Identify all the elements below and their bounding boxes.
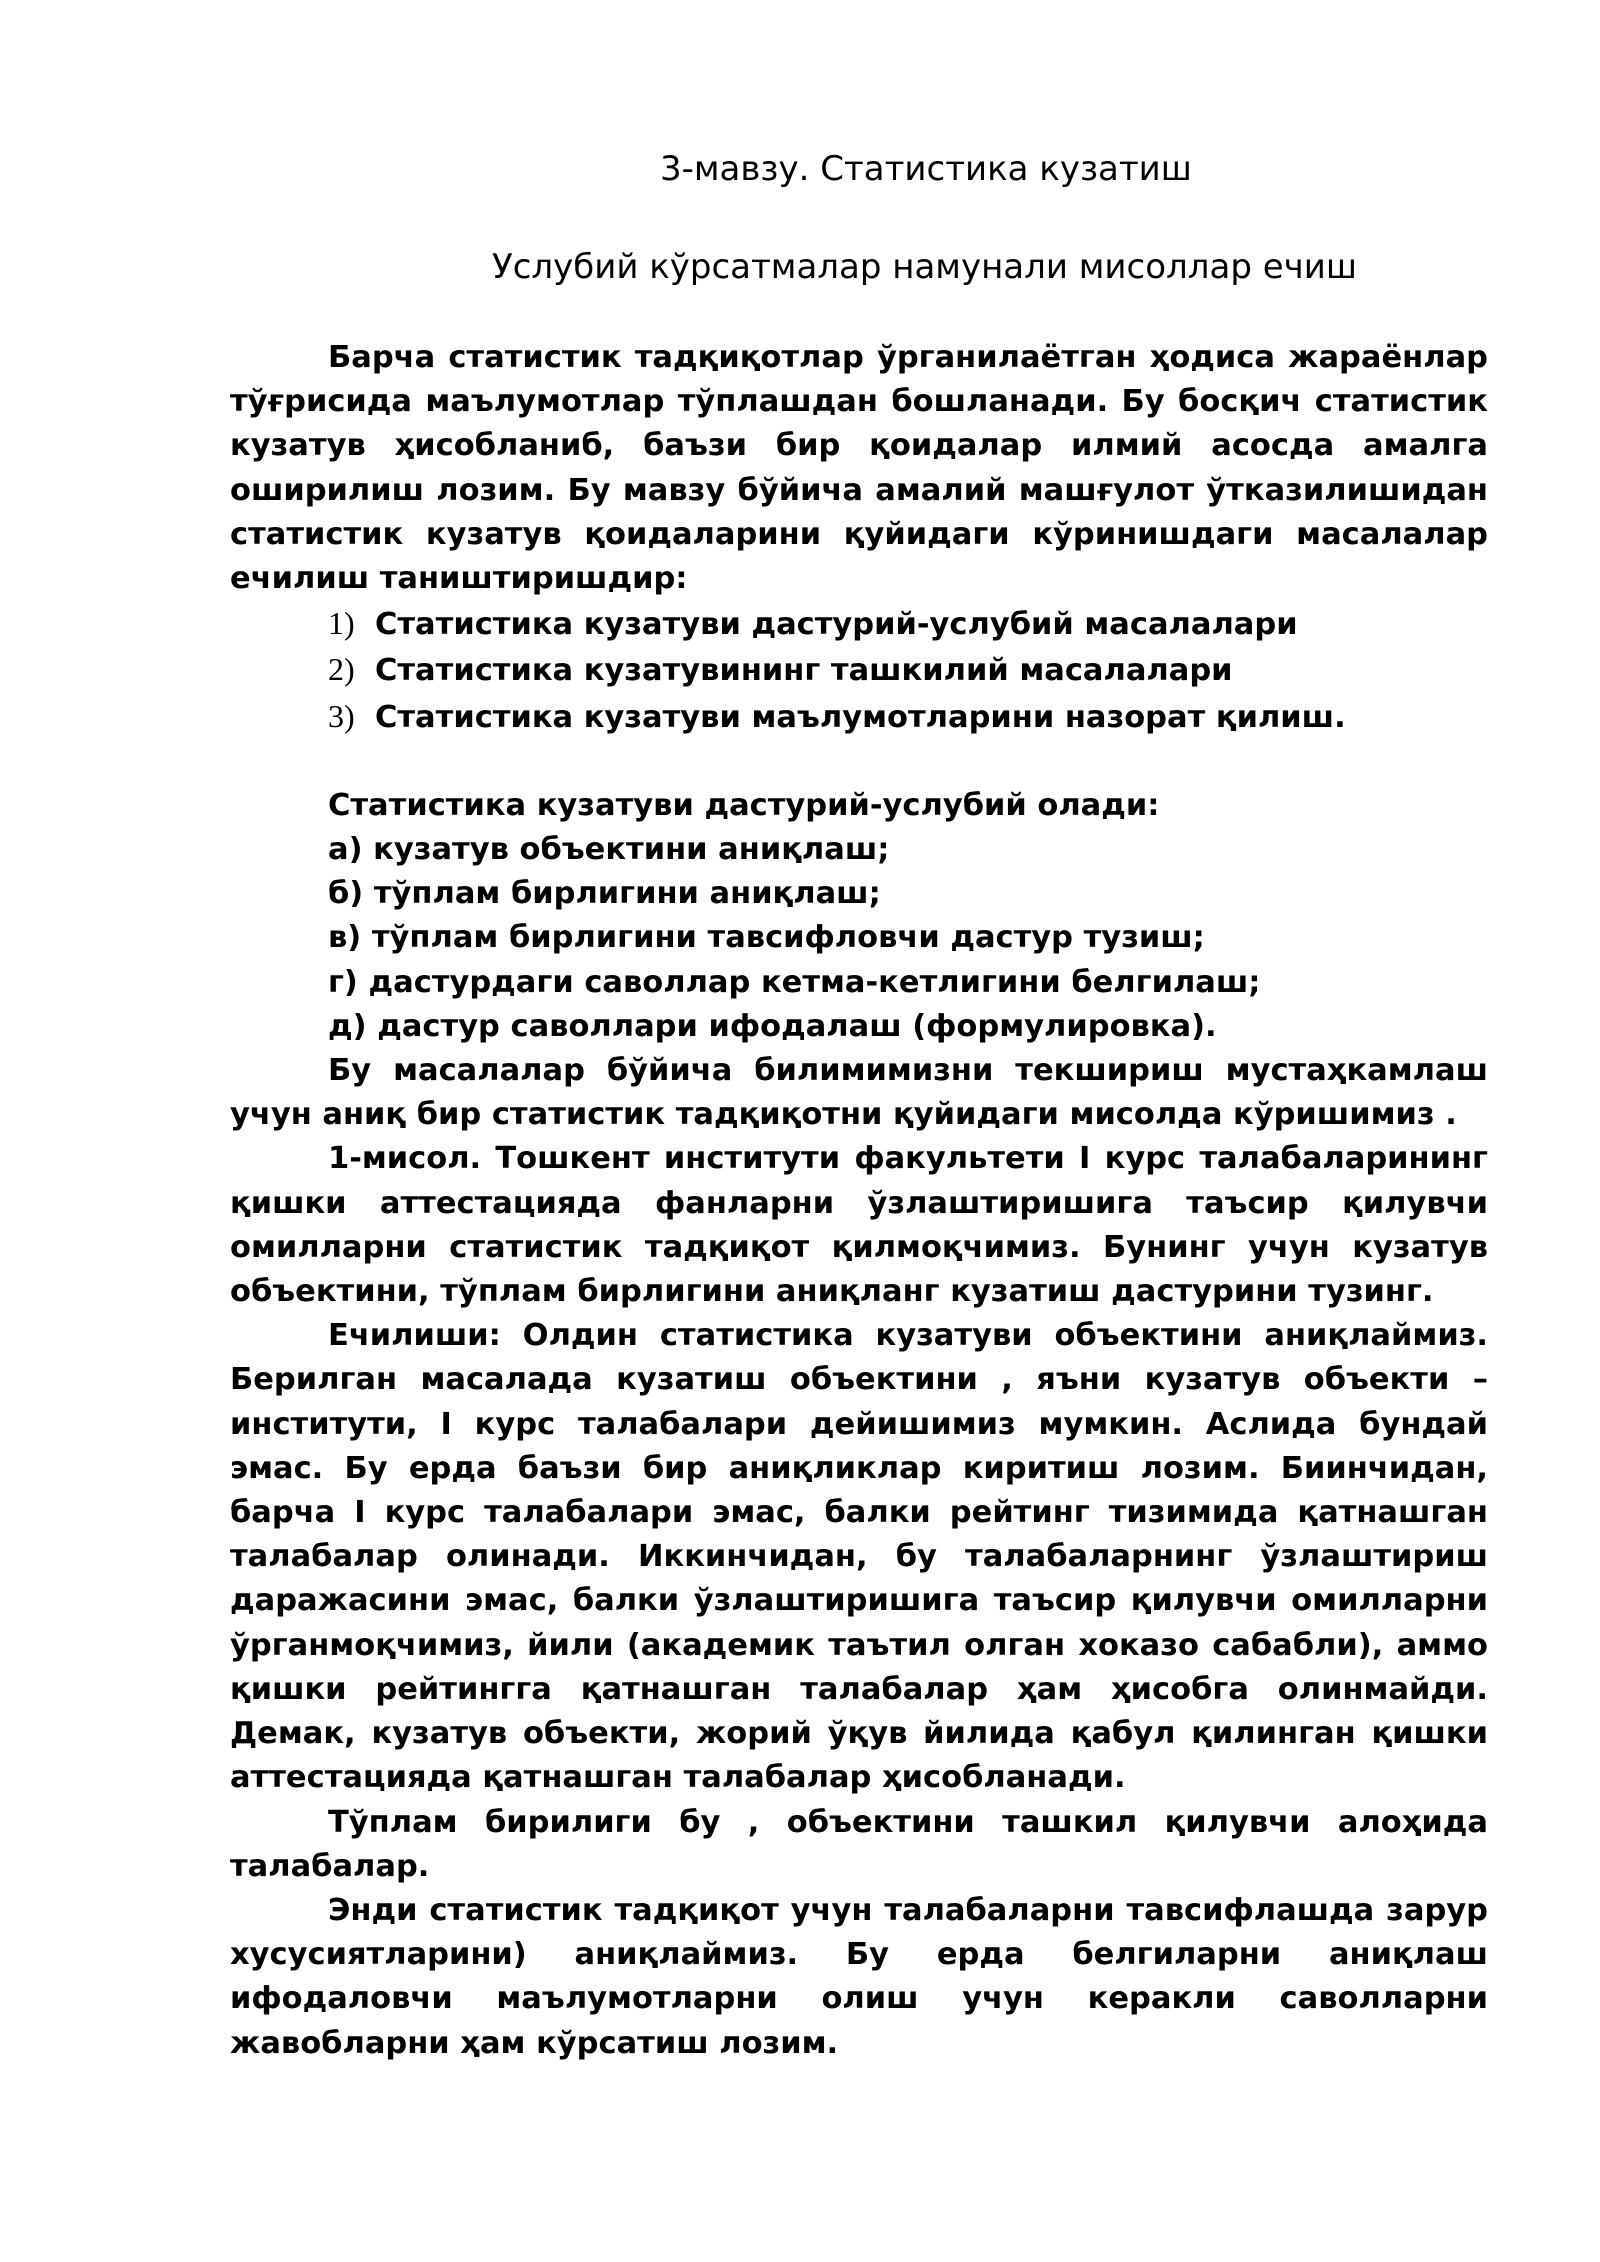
list-item-text: Статистика кузатуви дастурий-услубий масалалари: [375, 607, 1298, 643]
document-title: 3-мавзу. Статистика кузатиш: [660, 149, 1192, 189]
lettered-item: в) тўплам бирлигини тавсифловчи дастур тузиш;: [328, 920, 1205, 956]
numbered-list: [230, 601, 1488, 740]
features-paragraph: Энди статистик тадқиқот учун талабаларни тавсифлашда зарур хусусиятларини) аниқлаймиз. Бу ерда белгиларни аниқлаш ифодаловчи маълумотларни олиш учун керакли саволларни жавобларни ҳам кўрсатиш лозим.: [230, 1892, 1488, 2061]
list-item-text: Статистика кузатувининг ташкилий масалалари: [375, 653, 1233, 689]
unit-paragraph: Тўплам бирилиги бу , объектини ташкил қилувчи алоҳида талабалар.: [230, 1804, 1488, 1884]
list-item-text: Статистика кузатуви маълумотларини назорат қилиш.: [375, 699, 1346, 735]
numbered-list-item: [230, 694, 1488, 740]
intro-paragraph: Барча статистик тадқиқотлар ўрганилаётган ҳодиса жараёнлар тўғрисида маълумотлар тўплашдан бошланади. Бу босқич статистик кузатув ҳисобланиб, баъзи бир қоидалар илмий асосда амалга оширилиш лозим. Бу мавзу бўйича амалий машғулот ўтказилишидан статистик кузатув қоидаларини қуйидаги кўринишдаги масалалар ечилиш таништиришдир:: [230, 340, 1488, 597]
check-paragraph: Бу масалалар бўйича билимимизни текшириш мустаҳкамлаш учун аниқ бир статистик тадқиқотни қуйидаги мисолда кўришимиз .: [230, 1053, 1488, 1133]
lettered-item: а) кузатув объектини аниқлаш;: [328, 832, 890, 868]
numbered-list-item: [230, 601, 1488, 647]
solution-paragraph: Ечилиши: Олдин статистика кузатуви объектини аниқлаймиз. Берилган масалада кузатиш объектини , яъни кузатув объекти – институти, I курс талабалари дейишимиз мумкин. Аслида бундай эмас. Бу ерда баъзи бир аниқликлар киритиш лозим. Биинчидан, барча I курс талабалари эмас, балки рейтинг тизимида қатнашган талабалар олинади. Иккинчидан, бу талабаларнинг ўзлаштириш даражасини эмас, балки ўзлаштиришига таъсир қилувчи омилларни ўрганмоқчимиз, йили (академик таътил олган хоказо сабабли), аммо қишки рейтингга қатнашган талабалар ҳам ҳисобга олинмайди. Демак, кузатув объекти, жорий ўқув йилида қабул қилинган қишки аттестацияда қатнашган талабалар ҳисобланади.: [230, 1318, 1488, 1796]
blank-line: [230, 740, 1488, 784]
list-number: 2): [328, 651, 355, 688]
numbered-list-item: [230, 647, 1488, 693]
list-number: 3): [328, 697, 355, 734]
list-number: 1): [328, 605, 355, 642]
example-paragraph: 1-мисол. Тошкент институти факультети I курс талабаларининг қишки аттестацияда фанларни ўзлаштиришига таъсир қилувчи омилларни статистик тадқиқот қилмоқчимиз. Бунинг учун кузатув объектини, тўплам бирлигини аниқланг кузатиш дастурини тузинг.: [230, 1141, 1488, 1310]
document-subtitle: Услубий кўрсатмалар намунали мисоллар ечиш: [492, 247, 1357, 287]
lettered-item: г) дастурдаги саволлар кетма-кетлигини белгилаш;: [328, 964, 1261, 1000]
document-body: [230, 336, 1488, 2066]
program-heading: Статистика кузатуви дастурий-услубий олади:: [328, 787, 1160, 823]
lettered-item: д) дастур саволлари ифодалаш (формулировка).: [328, 1008, 1217, 1044]
lettered-item: б) тўплам бирлигини аниқлаш;: [328, 876, 881, 912]
